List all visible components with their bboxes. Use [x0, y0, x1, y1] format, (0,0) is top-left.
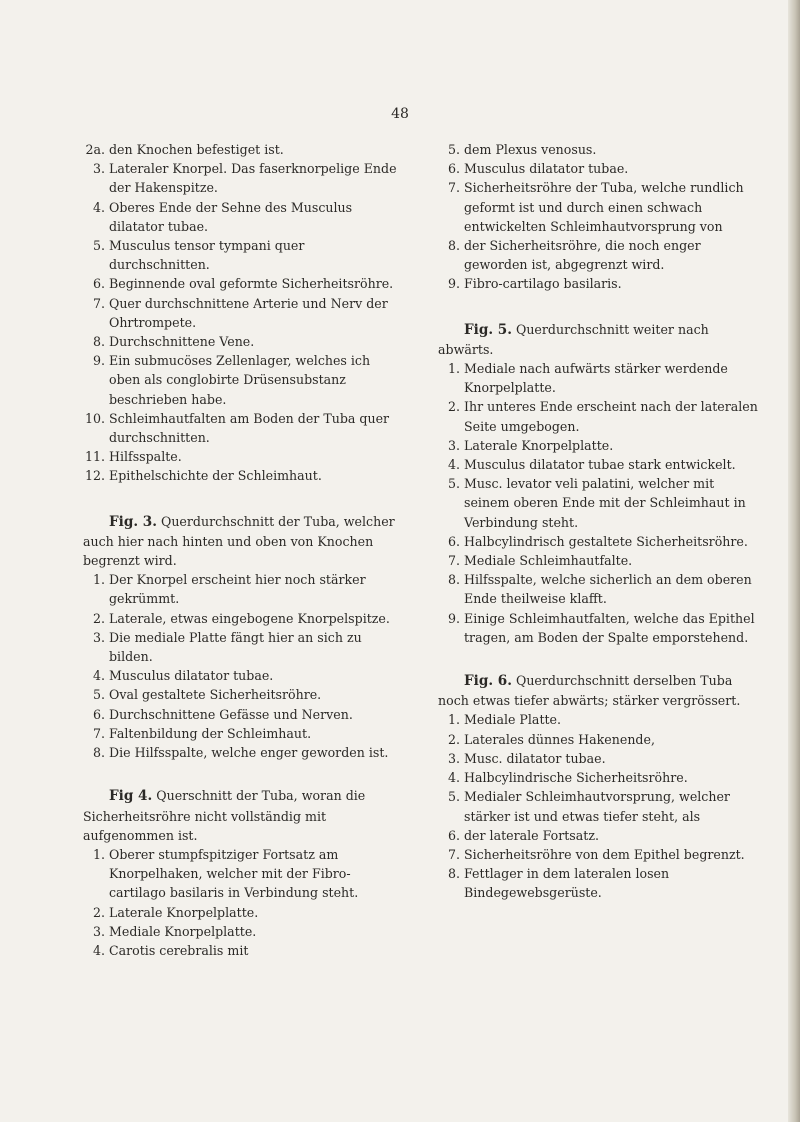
list-item: 4. Musculus dilatator tubae stark entwickelt.: [447, 457, 736, 473]
list-item: 6. der laterale Fortsatz.: [447, 827, 599, 843]
right-column: [438, 140, 760, 903]
list-item: 5. Medialer Schleimhautvorsprung, welcher stärker ist und etwas tiefer steht, als: [447, 789, 730, 824]
list-item: 5. Musc. levator veli palatini, welcher mit seinem oberen Ende mit der Schleimhaut in Verbindung steht.: [447, 476, 746, 530]
list-item: 5. dem Plexus venosus.: [447, 142, 597, 157]
list-item: 5. Musculus tensor tympani quer durchschnitten.: [92, 238, 305, 273]
page-edge: [788, 0, 800, 1122]
fig4-legend: [83, 845, 405, 960]
list-item: 8. Fettlager in dem lateralen losen Bindegewebsgerüste.: [447, 866, 670, 901]
fig3-heading: Fig. 3. Querdurchschnitt der Tuba, welcher auch hier nach hinten und oben von Knochen begrenzt wird.: [83, 513, 395, 569]
list-item: 7. Quer durchschnittene Arterie und Nerv der Ohrtrompete.: [92, 295, 388, 330]
list-item: 8. Hilfsspalte, welche sicherlich an dem oberen Ende theilweise klafft.: [447, 572, 752, 607]
list-item: 3. Mediale Knorpelplatte.: [92, 923, 257, 939]
list-item: 2. Laterales dünnes Hakenende,: [447, 731, 655, 747]
list-item: 6. Durchschnittene Gefässe und Nerven.: [92, 706, 353, 722]
list-item: 1. Der Knorpel erscheint hier noch stärker gekrümmt.: [92, 572, 366, 607]
list-item: 4. Musculus dilatator tubae.: [92, 668, 274, 684]
list-item: 4. Carotis cerebralis mit: [92, 942, 249, 958]
list-item: 10. Schleimhautfalten am Boden der Tuba quer durchschnitten.: [84, 410, 390, 446]
fig5-legend: [438, 359, 760, 647]
list-item: 6. Beginnende oval geformte Sicherheitsröhre.: [92, 276, 394, 292]
list-item: 2a. den Knochen befestiget ist.: [85, 142, 284, 157]
list-item: 8. der Sicherheitsröhre, die noch enger geworden ist, abgegrenzt wird.: [447, 238, 701, 273]
page-number: 48: [391, 106, 409, 122]
fig4-heading: Fig 4. Querschnitt der Tuba, woran die Sicherheitsröhre nicht vollständig mit aufgenommen ist.: [83, 788, 366, 843]
list-item: 7. Sicherheitsröhre von dem Epithel begrenzt.: [447, 846, 745, 862]
list-item: 7. Faltenbildung der Schleimhaut.: [92, 725, 312, 741]
legend-list-continued: [438, 140, 760, 294]
list-item: 3. Die mediale Platte fängt hier an sich zu bilden.: [92, 629, 362, 665]
list-item: 7. Mediale Schleimhautfalte.: [447, 553, 633, 569]
list-item: 6. Musculus dilatator tubae.: [447, 161, 629, 177]
list-item: 9. Fibro-cartilago basilaris.: [447, 276, 622, 292]
list-item: 2. Ihr unteres Ende erscheint nach der lateralen Seite umgebogen.: [447, 399, 758, 434]
list-item: 7. Sicherheitsröhre der Tuba, welche rundlich geformt ist und durch einen schwach entwickelten Schleimhautvorsprung von: [447, 180, 744, 234]
list-item: 9. Ein submucöses Zellenlager, welches ich oben als conglobirte Drüsensubstanz beschrieben habe.: [92, 353, 371, 407]
list-item: 2. Laterale Knorpelplatte.: [92, 904, 259, 920]
list-item: 4. Oberes Ende der Sehne des Musculus dilatator tubae.: [92, 199, 353, 234]
fig6-legend: [438, 710, 760, 902]
list-item: 8. Durchschnittene Vene.: [92, 334, 255, 350]
list-item: 11. Hilfsspalte.: [84, 449, 182, 465]
list-item: 3. Laterale Knorpelplatte.: [447, 437, 614, 453]
left-column: [83, 140, 405, 960]
list-item: 8. Die Hilfsspalte, welche enger geworden ist.: [92, 745, 389, 761]
list-item: 3. Lateraler Knorpel. Das faserknorpelige Ende der Hakenspitze.: [92, 161, 397, 196]
list-item: 5. Oval gestaltete Sicherheitsröhre.: [92, 687, 322, 703]
fig3-legend: [83, 570, 405, 762]
list-item: 1. Oberer stumpfspitziger Fortsatz am Knorpelhaken, welcher mit der Fibro-cartilago basilaris in Verbindung steht.: [92, 846, 359, 901]
legend-list-continued: [83, 140, 405, 486]
fig6-heading: Fig. 6. Querdurchschnitt derselben Tuba noch etwas tiefer abwärts; stärker vergrössert.: [438, 673, 741, 709]
list-item: 9. Einige Schleimhautfalten, welche das Epithel tragen, am Boden der Spalte emporstehend.: [447, 610, 755, 645]
fig5-heading: Fig. 5. Querdurchschnitt weiter nach abwärts.: [438, 321, 709, 357]
list-item: 4. Halbcylindrische Sicherheitsröhre.: [447, 770, 688, 786]
list-item: 2. Laterale, etwas eingebogene Knorpelspitze.: [92, 610, 390, 626]
list-item: 3. Musc. dilatator tubae.: [447, 750, 606, 766]
list-item: 12. Epithelschichte der Schleimhaut.: [84, 468, 322, 484]
list-item: 1. Mediale Platte.: [447, 712, 562, 728]
list-item: 1. Mediale nach aufwärts stärker werdende Knorpelplatte.: [447, 361, 728, 396]
list-item: 6. Halbcylindrisch gestaltete Sicherheitsröhre.: [447, 533, 748, 549]
